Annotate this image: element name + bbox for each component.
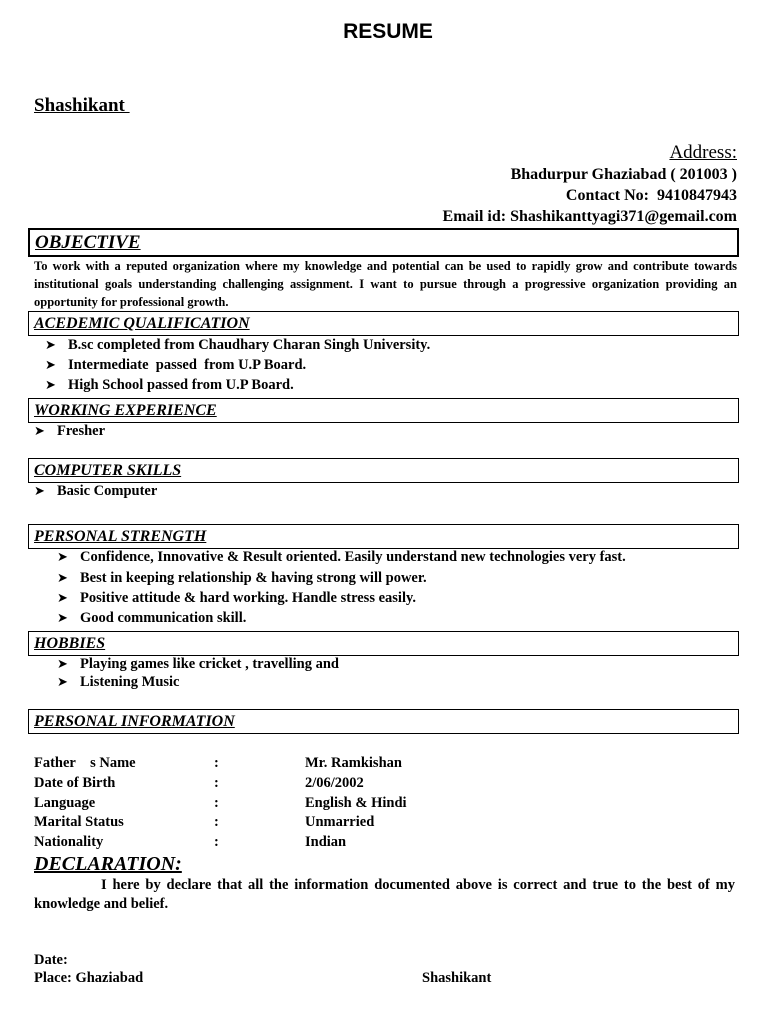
info-value-dob: 2/06/2002 xyxy=(305,775,364,791)
email-address: Email id: Shashikanttyagi371@gemail.com xyxy=(442,208,737,225)
list-item xyxy=(45,357,306,374)
list-item-text: Playing games like cricket , travelling and xyxy=(80,656,339,672)
list-item-text: Listening Music xyxy=(80,674,180,690)
objective-text: To work with a reputed organization where my knowledge and potential can be used to rapidly grow and contribute towards institutional goals understanding challenging assignment. I want to pursue through a progressive organization providing an opportunity for professional growth. xyxy=(34,259,737,309)
list-item xyxy=(57,674,180,691)
info-separator: : xyxy=(214,814,219,830)
info-separator: : xyxy=(214,795,219,811)
arrowhead-bullet-icon: ➤ xyxy=(57,571,68,586)
list-item-text: Fresher xyxy=(57,423,106,439)
info-value-marital: Unmarried xyxy=(305,814,375,830)
info-label-nationality: Nationality xyxy=(34,834,104,850)
info-value-language: English & Hindi xyxy=(305,795,407,811)
info-separator: : xyxy=(214,755,219,771)
list-item-text: Basic Computer xyxy=(57,483,158,499)
info-label-language: Language xyxy=(34,795,96,811)
list-item xyxy=(57,610,246,627)
academic-heading: ACEDEMIC QUALIFICATION xyxy=(28,311,739,336)
list-item xyxy=(34,483,157,500)
list-item-text: Best in keeping relationship & having strong will power. xyxy=(80,570,427,586)
declaration-text: I here by declare that all the information documented above is correct and true to the best of my knowledge and belief. xyxy=(34,877,735,912)
list-item-text: Confidence, Innovative & Result oriented. Easily understand new technologies very fast. xyxy=(80,549,626,565)
list-item xyxy=(57,549,626,566)
arrowhead-bullet-icon: ➤ xyxy=(57,611,68,626)
list-item-text: B.sc completed from Chaudhary Charan Singh University. xyxy=(68,337,431,353)
info-label-marital: Marital Status xyxy=(34,814,124,830)
date-label: Date: xyxy=(34,952,68,968)
arrowhead-bullet-icon: ➤ xyxy=(45,378,56,393)
arrowhead-bullet-icon: ➤ xyxy=(45,338,56,353)
objective-heading: OBJECTIVE xyxy=(28,228,739,257)
arrowhead-bullet-icon: ➤ xyxy=(45,358,56,373)
computer-skills-heading: COMPUTER SKILLS xyxy=(28,458,739,483)
list-item xyxy=(45,337,430,354)
arrowhead-bullet-icon: ➤ xyxy=(57,550,68,565)
arrowhead-bullet-icon: ➤ xyxy=(57,675,68,690)
list-item xyxy=(45,377,294,394)
list-item-text: Good communication skill. xyxy=(80,610,247,626)
arrowhead-bullet-icon: ➤ xyxy=(57,657,68,672)
info-separator: : xyxy=(214,834,219,850)
signature-name: Shashikant xyxy=(422,970,492,986)
arrowhead-bullet-icon: ➤ xyxy=(34,484,45,499)
list-item-text: High School passed from U.P Board. xyxy=(68,377,294,393)
personal-info-heading: PERSONAL INFORMATION xyxy=(28,709,739,734)
arrowhead-bullet-icon: ➤ xyxy=(34,424,45,439)
list-item-text: Intermediate passed from U.P Board. xyxy=(68,357,307,373)
contact-number: Contact No: 9410847943 xyxy=(565,187,737,204)
list-item xyxy=(57,590,416,607)
list-item-text: Positive attitude & hard working. Handle stress easily. xyxy=(80,590,417,606)
strength-heading: PERSONAL STRENGTH xyxy=(28,524,739,549)
list-item xyxy=(34,423,105,440)
list-item xyxy=(57,570,427,587)
info-value-father: Mr. Ramkishan xyxy=(305,755,402,771)
list-item xyxy=(57,656,339,673)
info-value-nationality: Indian xyxy=(305,834,347,850)
info-label-father: Father s Name xyxy=(34,755,136,771)
address-line: Bhadurpur Ghaziabad ( 201003 ) xyxy=(510,166,737,183)
info-separator: : xyxy=(214,775,219,791)
arrowhead-bullet-icon: ➤ xyxy=(57,591,68,606)
applicant-name: Shashikant xyxy=(34,95,130,116)
hobbies-heading: HOBBIES xyxy=(28,631,739,656)
info-label-dob: Date of Birth xyxy=(34,775,116,791)
resume-title: RESUME xyxy=(343,20,433,43)
address-heading: Address: xyxy=(669,142,737,163)
experience-heading: WORKING EXPERIENCE xyxy=(28,398,739,423)
declaration-heading: DECLARATION: xyxy=(34,853,182,875)
place-label: Place: Ghaziabad xyxy=(34,970,144,986)
